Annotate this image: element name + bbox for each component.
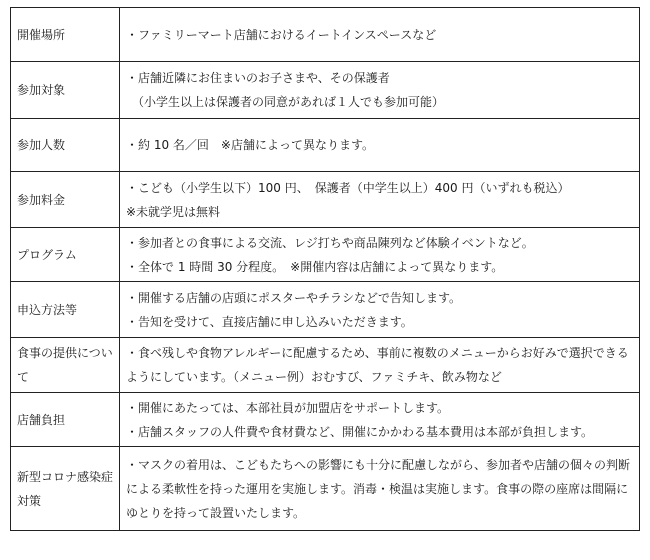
row-label-application: 申込方法等	[11, 282, 120, 338]
row-label-target: 参加対象	[11, 62, 120, 119]
content-line: ・こども（小学生以下）100 円、 保護者（中学生以上）400 円（いずれも税込）	[126, 180, 570, 195]
table-row-application	[11, 282, 640, 338]
event-info-table-container	[10, 7, 640, 531]
row-content-meal	[120, 338, 640, 393]
content-line: ・食べ残しや食物アレルギーに配慮するため、事前に複数のメニューからお好みで選択できるようにしています。（メニュー例）おむすび、ファミチキ、飲み物など	[126, 346, 629, 384]
content-line: （小学生以上は保護者の同意があれば１人でも参加可能）	[132, 95, 445, 109]
row-content-fee	[120, 172, 640, 228]
row-label-meal: 食事の提供について	[11, 338, 120, 393]
row-label-covid: 新型コロナ感染症対策	[11, 447, 120, 531]
row-content-application	[120, 282, 640, 338]
row-content-covid	[120, 447, 640, 531]
table-row-meal	[11, 338, 640, 393]
content-line: ※未就学児は無料	[126, 204, 221, 219]
content-line: ・マスクの着用は、こどもたちへの影響にも十分に配慮しながら、参加者や店舗の個々の判断による柔軟性を持った運用を実施します。消毒・検温は実施します。食事の際の座席は間隔にゆとりを持って設置いたします。	[126, 457, 631, 520]
row-label-venue: 開催場所	[11, 8, 120, 62]
content-line: ・告知を受けて、直接店舗に申し込みいただきます。	[126, 314, 413, 329]
table-row-covid	[11, 447, 640, 531]
table-row-target	[11, 62, 640, 119]
row-content-target	[120, 62, 640, 119]
content-line: ・全体で 1 時間 30 分程度。 ※開催内容は店舗によって異なります。	[126, 259, 504, 274]
table-row-venue	[11, 8, 640, 62]
content-line: ・参加者との食事による交流、レジ打ちや商品陳列など体験イベントなど。	[126, 235, 534, 250]
table-row-participants	[11, 119, 640, 172]
row-label-fee: 参加料金	[11, 172, 120, 228]
content-line: ・店舗近隣にお住まいのお子さまや、その保護者	[126, 71, 390, 85]
row-label-store-burden: 店舗負担	[11, 393, 120, 447]
table-row-program	[11, 228, 640, 282]
row-content-participants	[120, 119, 640, 172]
content-line: ・開催する店舗の店頭にポスターやチラシなどで告知します。	[126, 290, 462, 305]
row-content-store-burden	[120, 393, 640, 447]
row-content-venue	[120, 8, 640, 62]
content-line: ・約 10 名／回 ※店舗によって異なります。	[126, 138, 374, 152]
content-line: ・開催にあたっては、本部社員が加盟店をサポートします。	[126, 400, 450, 415]
row-label-program: プログラム	[11, 228, 120, 282]
table-row-store-burden	[11, 393, 640, 447]
content-line: ・店舗スタッフの人件費や食材費など、開催にかかわる基本費用は本部が負担します。	[126, 424, 594, 439]
row-label-participants: 参加人数	[11, 119, 120, 172]
event-info-table	[10, 7, 640, 531]
table-row-fee	[11, 172, 640, 228]
row-content-program	[120, 228, 640, 282]
content-line: ・ファミリーマート店舗におけるイートインスペースなど	[126, 27, 437, 42]
